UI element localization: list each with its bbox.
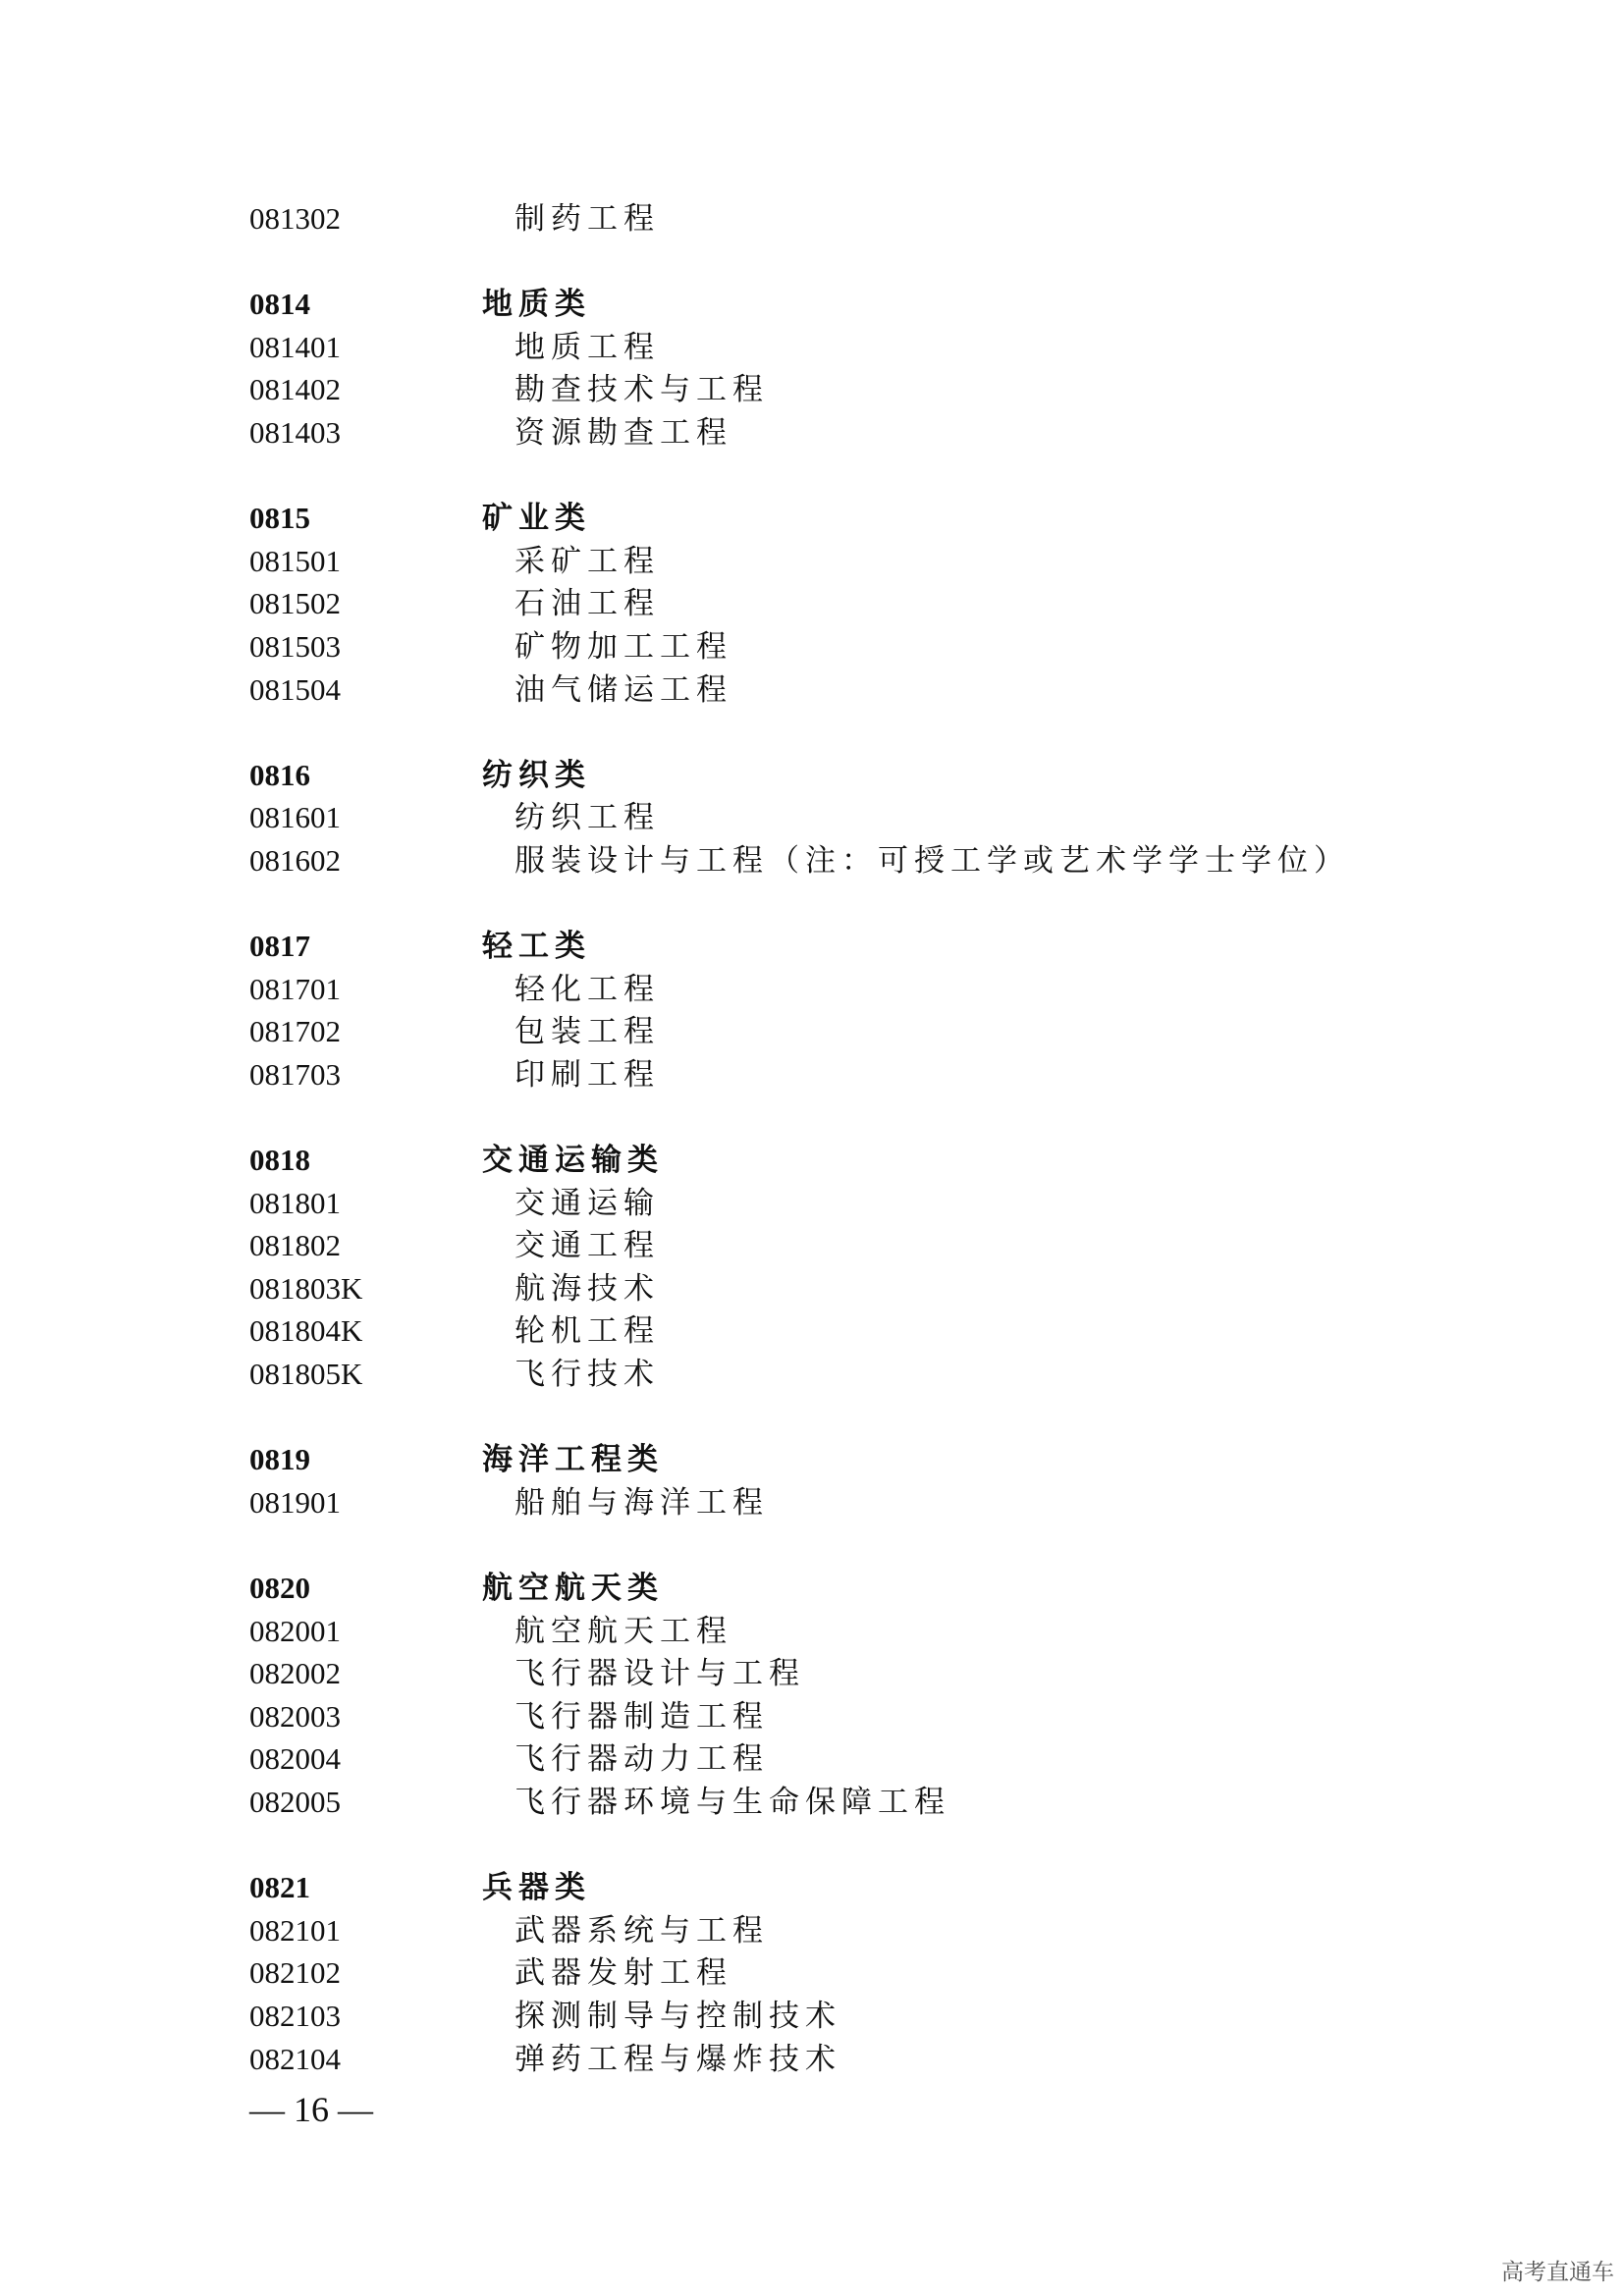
major-row xyxy=(249,1995,1428,2038)
major-code: 081801 xyxy=(249,1185,341,1220)
category-header xyxy=(249,754,1428,797)
page-number: — 16 — xyxy=(249,2090,373,2129)
major-code: 082103 xyxy=(249,1998,341,2033)
major-name: 武器系统与工程 xyxy=(514,1912,769,1949)
major-name: 轻化工程 xyxy=(514,971,660,1007)
category-code: 0820 xyxy=(249,1571,310,1605)
major-row xyxy=(249,1353,1428,1396)
major-name: 制药工程 xyxy=(514,201,660,237)
major-row xyxy=(249,1010,1428,1053)
major-name: 航空航天工程 xyxy=(514,1613,732,1649)
category-code: 0821 xyxy=(249,1870,310,1905)
major-code: 081504 xyxy=(249,671,341,707)
major-name: 探测制导与控制技术 xyxy=(514,1998,841,2034)
major-name: 飞行技术 xyxy=(514,1357,660,1393)
major-code: 081402 xyxy=(249,372,341,407)
category-header xyxy=(249,1567,1428,1610)
major-name: 交通工程 xyxy=(514,1228,660,1264)
category-header xyxy=(249,925,1428,968)
major-code: 081805K xyxy=(249,1357,363,1392)
major-row xyxy=(249,326,1428,369)
major-row xyxy=(249,1224,1428,1267)
major-name: 印刷工程 xyxy=(514,1056,660,1093)
major-code: 082101 xyxy=(249,1912,341,1948)
major-row xyxy=(249,1695,1428,1738)
major-row xyxy=(249,839,1428,882)
major-name: 飞行器环境与生命保障工程 xyxy=(514,1784,950,1820)
category-header xyxy=(249,1139,1428,1182)
major-name: 服装设计与工程（注：可授工学或艺术学学士学位） xyxy=(514,842,1350,879)
major-name: 航海技术 xyxy=(514,1270,660,1307)
category-name: 纺织类 xyxy=(482,757,591,793)
major-name: 油气储运工程 xyxy=(514,671,732,708)
major-row xyxy=(249,796,1428,839)
major-row xyxy=(249,968,1428,1011)
major-code: 082005 xyxy=(249,1784,341,1819)
major-code: 082102 xyxy=(249,1955,341,1991)
category-code: 0818 xyxy=(249,1143,310,1178)
major-code: 082001 xyxy=(249,1613,341,1648)
major-row xyxy=(249,540,1428,583)
major-name: 船舶与海洋工程 xyxy=(514,1484,769,1521)
major-name: 武器发射工程 xyxy=(514,1955,732,1992)
major-name: 包装工程 xyxy=(514,1014,660,1050)
major-name: 纺织工程 xyxy=(514,800,660,836)
major-name: 飞行器制造工程 xyxy=(514,1698,769,1735)
major-name: 弹药工程与爆炸技术 xyxy=(514,2041,841,2077)
major-row xyxy=(249,197,1428,240)
major-name: 轮机工程 xyxy=(514,1313,660,1350)
major-code: 081502 xyxy=(249,586,341,621)
major-name: 地质工程 xyxy=(514,329,660,365)
category-code: 0816 xyxy=(249,757,310,792)
category-code: 0817 xyxy=(249,929,310,964)
major-code: 081702 xyxy=(249,1014,341,1049)
major-code: 082004 xyxy=(249,1741,341,1777)
category-header xyxy=(249,1438,1428,1481)
major-row xyxy=(249,1737,1428,1781)
major-code: 081503 xyxy=(249,628,341,664)
major-row xyxy=(249,368,1428,411)
major-name: 矿物加工工程 xyxy=(514,628,732,665)
category-header xyxy=(249,497,1428,540)
major-row xyxy=(249,1781,1428,1824)
major-row xyxy=(249,1652,1428,1695)
major-row xyxy=(249,1481,1428,1524)
major-code: 081701 xyxy=(249,971,341,1006)
major-name: 交通运输 xyxy=(514,1185,660,1221)
major-code: 081901 xyxy=(249,1484,341,1520)
major-row xyxy=(249,625,1428,668)
major-name: 飞行器设计与工程 xyxy=(514,1656,805,1692)
major-row xyxy=(249,1610,1428,1653)
major-name: 资源勘查工程 xyxy=(514,414,732,451)
category-name: 兵器类 xyxy=(482,1870,591,1906)
major-code: 081602 xyxy=(249,842,341,878)
major-name: 石油工程 xyxy=(514,586,660,622)
category-name: 地质类 xyxy=(482,287,591,323)
major-code: 081802 xyxy=(249,1228,341,1263)
category-header xyxy=(249,283,1428,326)
major-row xyxy=(249,1909,1428,1952)
major-name: 采矿工程 xyxy=(514,543,660,579)
watermark-text: 高考直通车 xyxy=(1501,2260,1614,2285)
major-code: 081403 xyxy=(249,414,341,450)
major-row xyxy=(249,668,1428,712)
major-row xyxy=(249,1053,1428,1096)
major-code: 081804K xyxy=(249,1313,363,1349)
major-row xyxy=(249,582,1428,625)
major-row xyxy=(249,1182,1428,1225)
category-name: 交通运输类 xyxy=(482,1143,664,1179)
major-code: 081803K xyxy=(249,1270,363,1306)
category-code: 0814 xyxy=(249,287,310,322)
major-name: 勘查技术与工程 xyxy=(514,372,769,408)
major-code: 081703 xyxy=(249,1056,341,1092)
category-code: 0815 xyxy=(249,501,310,536)
category-name: 矿业类 xyxy=(482,501,591,537)
major-row xyxy=(249,1309,1428,1353)
category-name: 海洋工程类 xyxy=(482,1442,664,1478)
major-row xyxy=(249,1267,1428,1310)
major-code: 081401 xyxy=(249,329,341,364)
category-code: 0819 xyxy=(249,1442,310,1477)
category-name: 轻工类 xyxy=(482,929,591,965)
major-code: 081302 xyxy=(249,201,341,236)
major-code: 082002 xyxy=(249,1656,341,1691)
category-name: 航空航天类 xyxy=(482,1571,664,1606)
category-header xyxy=(249,1866,1428,1909)
major-row xyxy=(249,1951,1428,1995)
major-catalog-list xyxy=(249,197,1428,2080)
major-code: 081501 xyxy=(249,543,341,578)
major-code: 081601 xyxy=(249,800,341,835)
major-row xyxy=(249,2038,1428,2081)
major-code: 082003 xyxy=(249,1698,341,1734)
major-code: 082104 xyxy=(249,2041,341,2076)
major-name: 飞行器动力工程 xyxy=(514,1741,769,1778)
major-row xyxy=(249,411,1428,454)
